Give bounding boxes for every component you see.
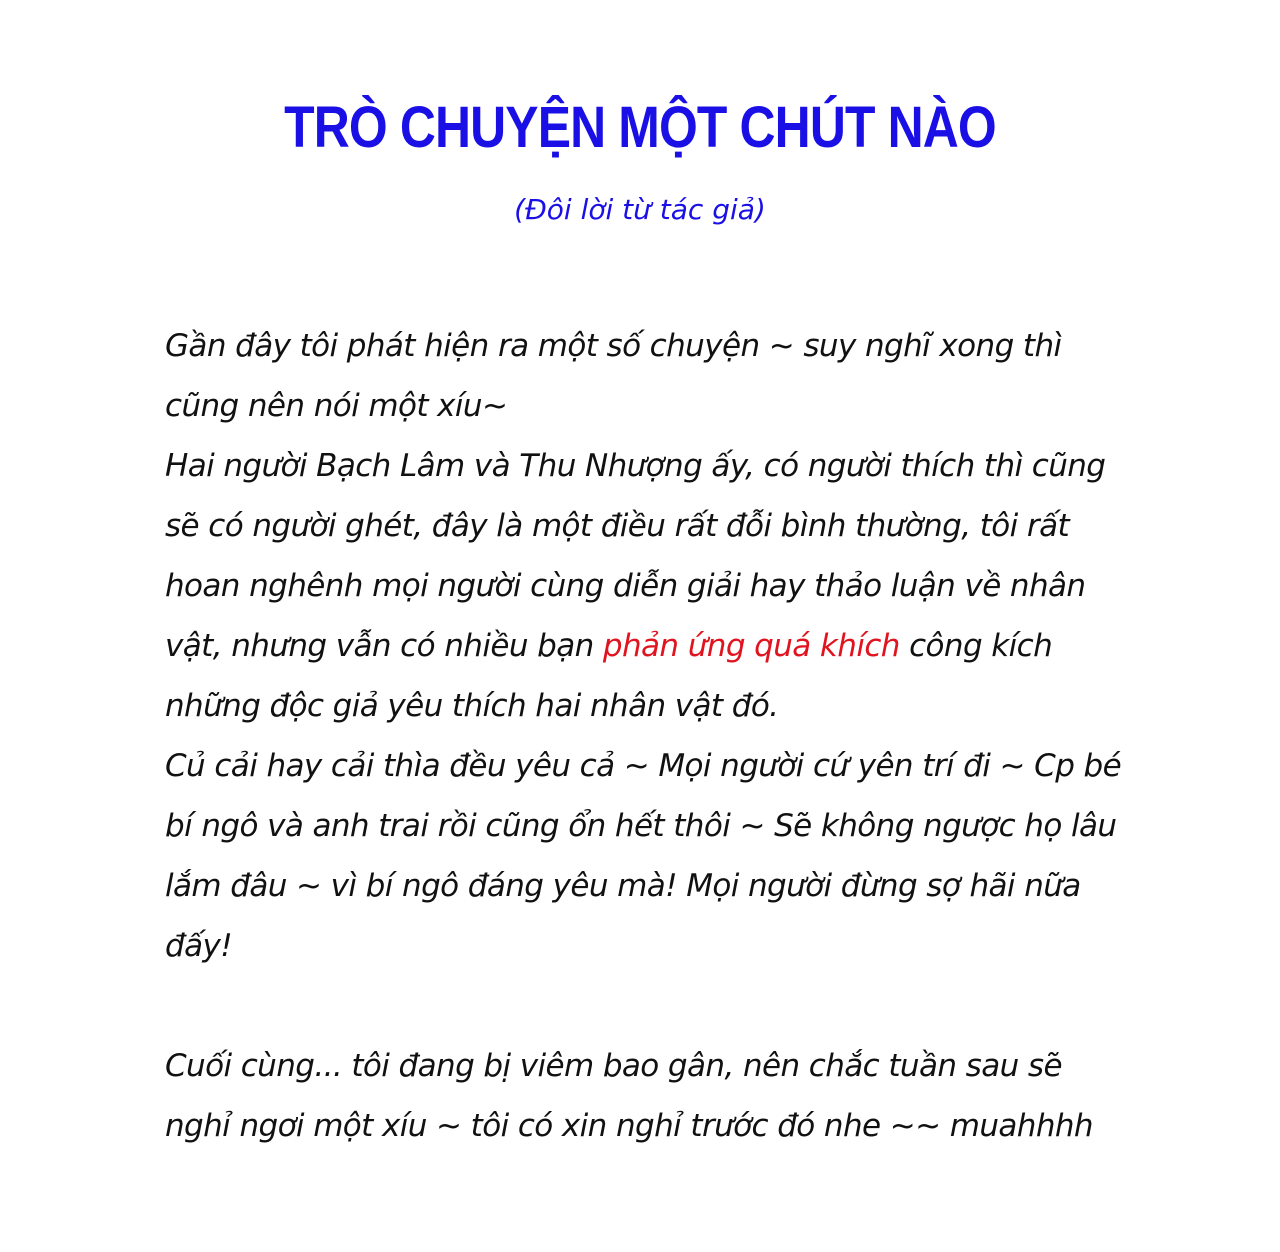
- paragraph-reassurance: Củ cải hay cải thìa đều yêu cả ~ Mọi người cứ yên trí đi ~ Cp bé bí ngô và anh trai rồi cũng ổn hết thôi ~ Sẽ không ngược họ lâu lắm đâu ~ vì bí ngô đáng yêu mà! Mọi người đừng sợ hãi nữa đấy!: [165, 748, 1122, 964]
- paragraph-spacer: [165, 976, 1125, 1036]
- paragraph-characters-text-end: công kích những độc giả yêu thích hai nhân vật đó.: [165, 628, 1053, 724]
- paragraph-characters-text-start: Hai người Bạch Lâm và Thu Nhượng ấy, có người thích thì cũng sẽ có người ghét, đây là một điều rất đỗi bình thường, tôi rất hoan nghênh mọi người cùng diễn giải hay thảo luận về nhân vật, nhưng vẫn có nhiều bạn: [165, 448, 1106, 664]
- page-subtitle: (Đôi lời từ tác giả): [514, 193, 766, 226]
- author-note-body: [165, 316, 1125, 1156]
- paragraph-characters: [165, 436, 1125, 736]
- paragraph-closing: Cuối cùng... tôi đang bị viêm bao gân, nên chắc tuần sau sẽ nghỉ ngơi một xíu ~ tôi có xin nghỉ trước đó nhe ~~ muahhhh: [165, 1048, 1093, 1144]
- highlighted-phrase: phản ứng quá khích: [602, 628, 900, 664]
- paragraph-intro: Gần đây tôi phát hiện ra một số chuyện ~ suy nghĩ xong thì cũng nên nói một xíu~: [165, 328, 1062, 424]
- page-title: TRÒ CHUYỆN MỘT CHÚT NÀO: [284, 95, 996, 160]
